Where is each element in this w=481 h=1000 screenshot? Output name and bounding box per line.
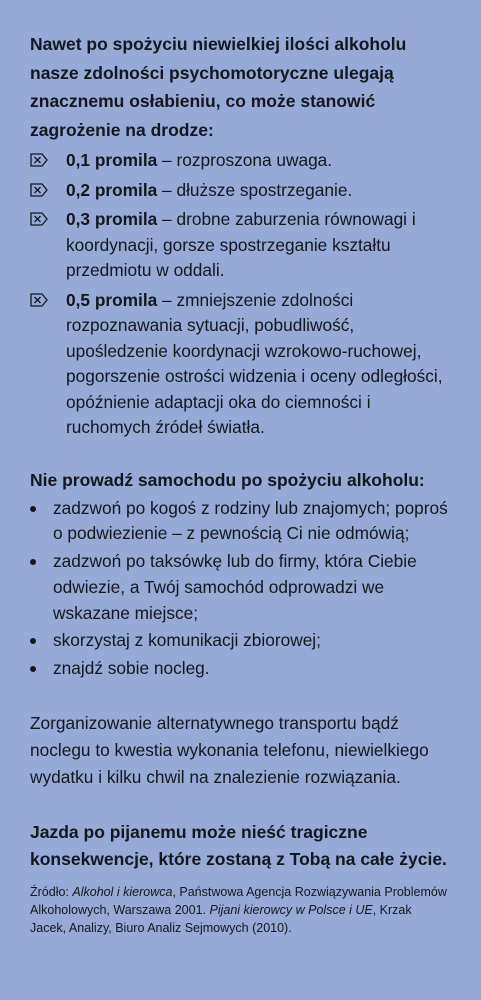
delete-right-icon <box>30 293 48 307</box>
effect-item <box>30 207 451 284</box>
source-title-1: Alkohol i kierowca <box>72 885 173 900</box>
source-prefix: Źródło: <box>30 885 73 900</box>
tip-item <box>30 628 451 654</box>
tip-text: zadzwoń po kogoś z rodziny lub znajomych; poproś o podwiezienie – z pewnością Ci nie odmówią; <box>53 497 448 544</box>
bullet-icon <box>30 559 36 565</box>
delete-right-icon <box>30 212 48 226</box>
bullet-icon <box>30 666 36 672</box>
tip-text: znajdź sobie nocleg. <box>53 658 210 679</box>
effect-desc: – zmniejszenie zdolności rozpoznawania sytuacji, pobudliwość, upośledzenie koordynacji wzrokowo-ruchowej, pogorszenie ostrości widzenia i oceny odległości, opóźnienie adaptacji oka do ciemności i ruchomych źródeł światła. <box>66 289 443 437</box>
bullet-icon <box>30 506 36 512</box>
tip-item <box>30 549 451 626</box>
source-citation <box>30 883 451 937</box>
intro-text: Nawet po spożyciu niewielkiej ilości alkoholu nasze zdolności psychomotoryczne ulegają znacznemu osłabieniu, co może stanowić zagrożenie na drodze: <box>30 34 407 140</box>
effects-list <box>30 148 451 441</box>
effect-desc: – dłuższe spostrzeganie. <box>157 179 353 200</box>
source-title-2: Pijani kierowcy w Polsce i UE <box>209 903 373 918</box>
section-heading: Nie prowadź samochodu po spożyciu alkoholu: <box>30 469 425 490</box>
effect-level: 0,1 promila <box>66 150 158 170</box>
alternatives-section <box>30 467 451 683</box>
effect-desc: – drobne zaburzenia równowagi i koordynacji, gorsze spostrzeganie kształtu przedmiotu w oddali. <box>66 209 416 280</box>
tips-list <box>30 496 451 683</box>
tip-text: zadzwoń po taksówkę lub do firmy, która Ciebie odwiezie, a Twój samochód odprowadzi we wskazane miejsce; <box>53 551 417 623</box>
source-mid: , Państwowa Agencja Rozwiązywania Problemów Alkoholowych, Warszawa 2001. <box>30 885 447 918</box>
effect-desc: – rozproszona uwaga. <box>157 150 333 170</box>
effect-level: 0,3 promila <box>66 209 158 229</box>
delete-right-icon <box>30 183 48 197</box>
effect-item <box>30 178 451 204</box>
effect-level: 0,2 promila <box>66 179 158 200</box>
effect-item <box>30 288 451 441</box>
tip-item <box>30 656 451 682</box>
tip-item <box>30 496 451 548</box>
effect-level: 0,5 promila <box>66 289 158 310</box>
bullet-icon <box>30 638 36 644</box>
source-suffix: , Krzak Jacek, Analizy, Biuro Analiz Sejmowych (2010). <box>30 903 412 936</box>
effect-item <box>30 148 451 174</box>
delete-right-icon <box>30 153 48 167</box>
alternatives-paragraph: Zorganizowanie alternatywnego transportu bądź noclegu to kwestia wykonania telefonu, niewielkiego wydatku i kilku chwil na znalezienie rozwiązania. <box>30 713 429 788</box>
closing-statement: Jazda po pijanemu może nieść tragiczne konsekwencje, które zostaną z Tobą na całe życie. <box>30 822 447 870</box>
tip-text: skorzystaj z komunikacji zbiorowej; <box>53 630 321 651</box>
